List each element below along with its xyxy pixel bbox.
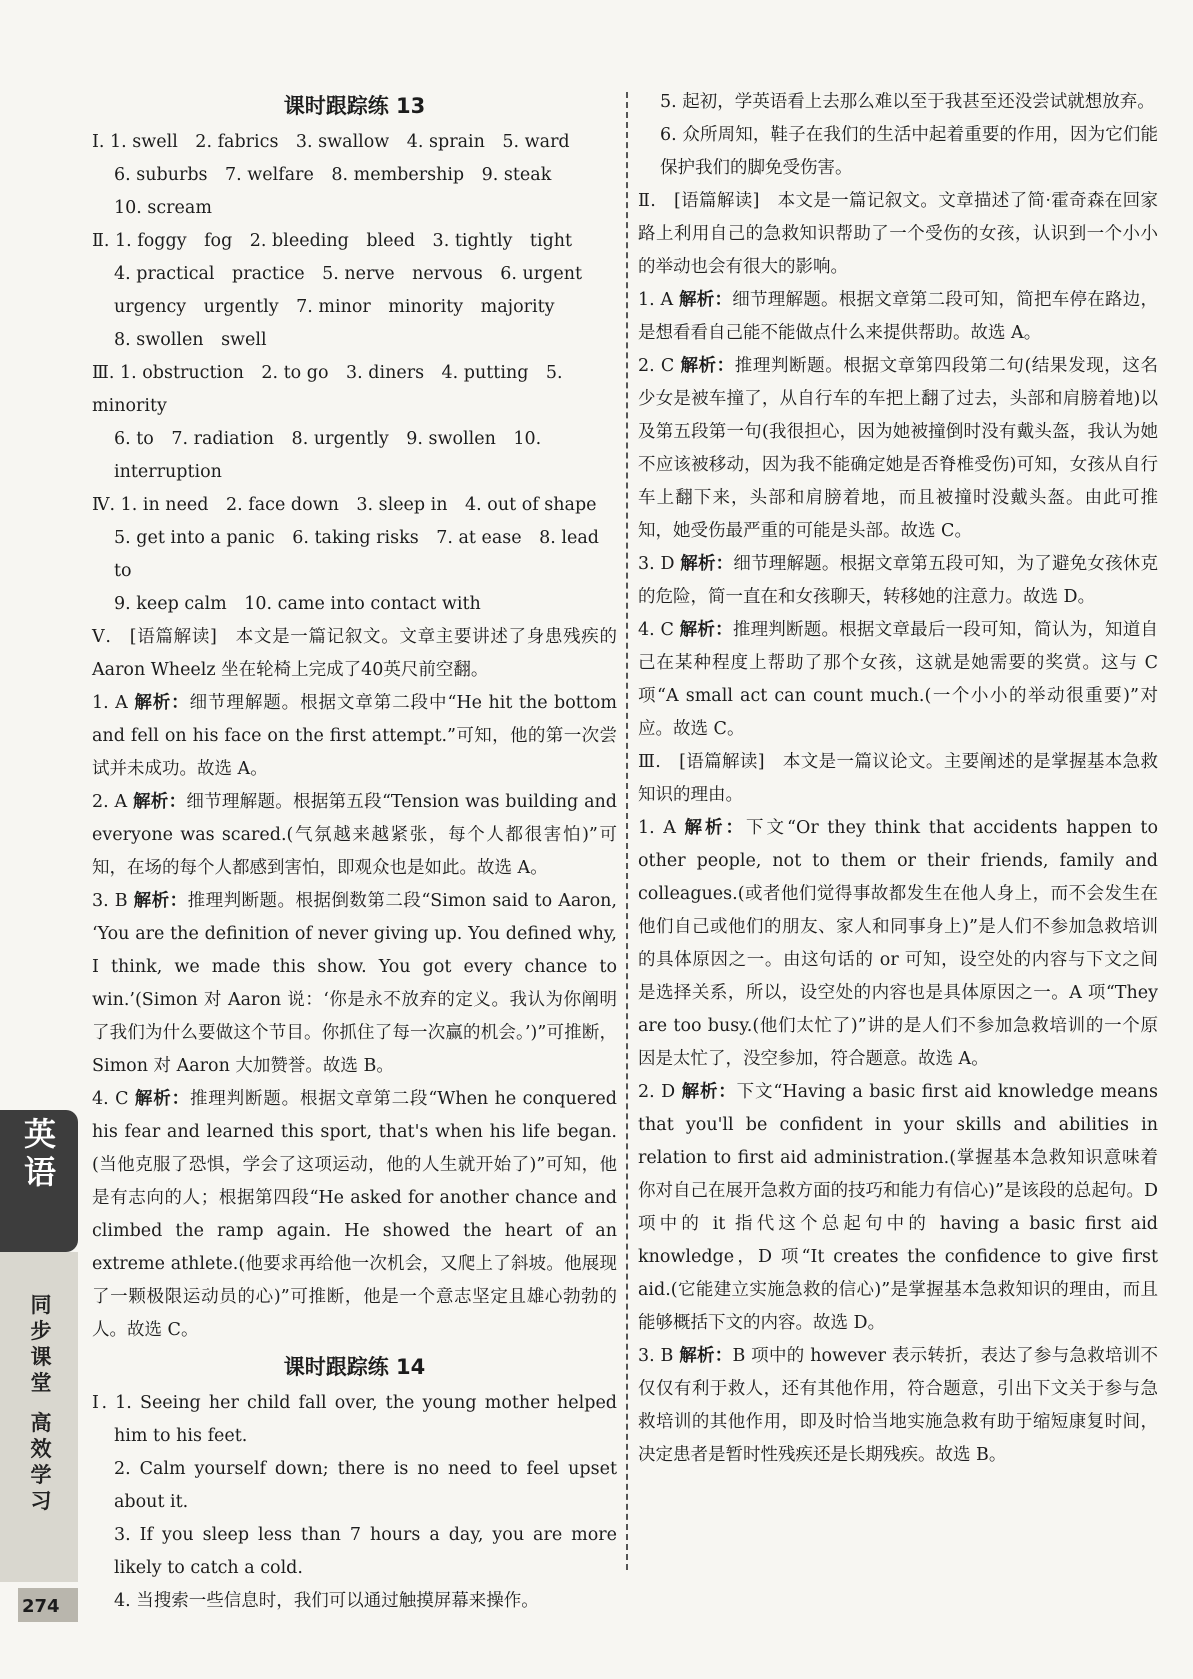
answer-line: 5. 起初，学英语看上去那么难以至于我甚至还没尝试就想放弃。: [660, 92, 1155, 112]
explanation-text: 推理判断题。根据文章第二段“When he conquered his fear and learned this sport, that's when his life began.(当他克服了恐惧，学会了这项运动，他的人生就开始了)”可知，他是有志向的人；根据第四段“He asked for another chance and climbed the ramp again. He showed the heart of an extreme athlete.(他要求再给他一次机会，又爬上了斜坡。他展现了一颗极限运动员的心)”可推断，他是一个意志坚定且雄心勃勃的人。故选 C。: [92, 1089, 617, 1340]
answer-line: Ⅰ. 1. Seeing her child fall over, the young mother helped him to his feet.: [92, 1393, 617, 1446]
series-gap: [28, 1396, 54, 1410]
analysis-label: 解析：: [684, 818, 747, 838]
analysis-label: 解析：: [134, 693, 190, 713]
explanation-text: 细节理解题。根据第五段“Tension was building and everyone was scared.(气氛越来越紧张，每个人都很害怕)”可知，在场的每个人都感到害怕，即观众也是如此。故选 A。: [92, 792, 617, 878]
passage-intro: Ⅱ. [语篇解读] 本文是一篇记叙文。文章描述了简·霍奇森在回家路上利用自己的急救知识帮助了一个受伤的女孩，认识到一个小小的举动也会有很大的影响。: [638, 191, 1158, 277]
answer-number: 2. A: [92, 792, 128, 812]
series-char: 习: [30, 1489, 52, 1513]
series-char: 堂: [30, 1371, 52, 1395]
analysis-label: 解析：: [680, 356, 735, 376]
explanation-text: 推理判断题。根据文章最后一段可知，简认为，知道自己在某种程度上帮助了那个女孩，这就是她需要的奖赏。这与 C 项“A small act can count much.(一个小小的举动很重要)”对应。故选 C。: [638, 620, 1158, 739]
series-label: [28, 1292, 54, 1514]
explanation-item: [92, 687, 617, 786]
analysis-label: 解析：: [679, 1346, 733, 1366]
explanation-item: [638, 1340, 1158, 1472]
analysis-label: 解析：: [133, 891, 188, 911]
explanation-text: 细节理解题。根据文章第二段中“He hit the bottom and fell on his face on the first attempt.”可知，他的第一次尝试并未成功。故选 A。: [92, 693, 617, 779]
section-heading-14: 课时跟踪练 14: [283, 1355, 426, 1379]
analysis-label: 解析：: [133, 792, 187, 812]
series-char: 学: [30, 1463, 52, 1487]
explanation-item: [638, 548, 1158, 614]
passage-intro: Ⅲ. [语篇解读] 本文是一篇议论文。主要阐述的是掌握基本急救知识的理由。: [638, 752, 1158, 805]
answer-line: 6. suburbs 7. welfare 8. membership 9. steak: [114, 165, 552, 185]
explanation-item: [92, 786, 617, 885]
answer-number: 1. A: [92, 693, 128, 713]
series-char: 课: [30, 1345, 52, 1369]
answer-line: 3. If you sleep less than 7 hours a day, you are more likely to catch a cold.: [114, 1525, 617, 1578]
answer-line: 2. Calm yourself down; there is no need to feel upset about it.: [114, 1459, 617, 1512]
explanation-text: 下文“Having a basic first aid knowledge means that you'll be confident in your skills and abilities in relation to first aid administration.(掌握基本急救知识意味着你对自己在展开急救方面的技巧和能力有信心)”是该段的总起句。D 项中的 it 指代这个总起句中的 having a basic first aid knowledge，D 项“It creates the confidence to give first aid.(它能建立实施急救的信心)”是掌握基本急救知识的理由，而且能够概括下文的内容。故选 D。: [638, 1082, 1158, 1333]
explanation-text: 推理判断题。根据倒数第二段“Simon said to Aaron, ‘You are the definition of never giving up. You defined why, I think, we made this show. You got every chance to win.’(Simon 对 Aaron 说：‘你是永不放弃的定义。我认为你阐明了我们为什么要做这个节目。你抓住了每一次赢的机会。’)”可推断，Simon 对 Aaron 大加赞誉。故选 B。: [92, 891, 617, 1076]
series-char: 同: [30, 1293, 52, 1317]
explanation-text: B 项中的 however 表示转折，表达了参与急救培训不仅仅有利于救人，还有其他作用，符合题意，引出下文关于参与急救培训的其他作用，即及时恰当地实施急救有助于缩短康复时间，决定患者是暂时性残疾还是长期残疾。故选 B。: [638, 1346, 1158, 1465]
explanation-text: 细节理解题。根据文章第五段可知，为了避免女孩休克的危险，简一直在和女孩聊天，转移她的注意力。故选 D。: [638, 554, 1158, 607]
left-column: [92, 86, 617, 1618]
answer-number: 1. A: [638, 290, 674, 310]
answer-line: Ⅰ. 1. swell 2. fabrics 3. swallow 4. sprain 5. ward: [92, 132, 570, 152]
column-divider: [626, 92, 628, 1570]
explanation-item: [638, 812, 1158, 1076]
answer-line: 6. to 7. radiation 8. urgently 9. swollen 10. interruption: [114, 429, 542, 482]
answer-line: 6. 众所周知，鞋子在我们的生活中起着重要的作用，因为它们能保护我们的脚免受伤害。: [660, 125, 1158, 178]
answer-line: Ⅲ. 1. obstruction 2. to go 3. diners 4. putting 5. minority: [92, 363, 563, 416]
series-char: 步: [30, 1319, 52, 1343]
analysis-label: 解析：: [680, 554, 734, 574]
page-number: 274: [22, 1596, 60, 1617]
answer-number: 4. C: [638, 620, 674, 640]
answer-line: 8. swollen swell: [114, 330, 267, 350]
answer-number: 1. A: [638, 818, 676, 838]
analysis-label: 解析：: [679, 620, 733, 640]
explanation-item: [638, 614, 1158, 746]
passage-intro: Ⅴ. [语篇解读] 本文是一篇记叙文。文章主要讲述了身患残疾的 Aaron Wheelz 坐在轮椅上完成了40英尺前空翻。: [92, 627, 617, 680]
analysis-label: 解析：: [134, 1089, 190, 1109]
answer-line: urgency urgently 7. minor minority majority: [114, 297, 555, 317]
series-char: 效: [30, 1437, 52, 1461]
analysis-label: 解析：: [678, 290, 733, 310]
explanation-item: [638, 1076, 1158, 1340]
explanation-text: 下文“Or they think that accidents happen to other people, not to them or their friends, family and colleagues.(或者他们觉得事故都发生在他人身上，而不会发生在他们自己或他们的朋友、家人和同事身上)”是人们不参加急救培训的具体原因之一。由这句话的 or 可知，设空处的内容与下文之间是选择关系，所以，设空处的内容也是具体原因之一。A 项“They are too busy.(他们太忙了)”讲的是人们不参加急救培训的一个原因是太忙了，没空参加，符合题意。故选 A。: [638, 818, 1158, 1069]
series-char: 高: [30, 1411, 52, 1435]
explanation-text: 推理判断题。根据文章第四段第二句(结果发现，这名少女是被车撞了，从自行车的车把上翻了过去，头部和肩膀着地)以及第五段第一句(我很担心，因为她被撞倒时没有戴头盔，我认为她不应该被移动，因为我不能确定她是否脊椎受伤)可知，女孩从自行车上翻下来，头部和肩膀着地，而且被撞时没戴头盔。由此可推知，她受伤最严重的可能是头部。故选 C。: [638, 356, 1159, 541]
answer-number: 3. B: [638, 1346, 674, 1366]
explanation-item: [92, 1083, 617, 1347]
answer-number: 2. C: [638, 356, 675, 376]
answer-line: 5. get into a panic 6. taking risks 7. at ease 8. lead to: [114, 528, 599, 581]
explanation-item: [638, 350, 1158, 548]
explanation-item: [638, 284, 1158, 350]
answer-number: 3. B: [92, 891, 128, 911]
subject-label: 英语: [23, 1115, 56, 1191]
answer-number: 4. C: [92, 1089, 129, 1109]
answer-line: 10. scream: [114, 198, 212, 218]
section-heading-13: 课时跟踪练 13: [283, 94, 426, 118]
answer-line: 9. keep calm 10. came into contact with: [114, 594, 481, 614]
explanation-text: 细节理解题。根据文章第二段可知，简把车停在路边，是想看看自己能不能做点什么来提供帮助。故选 A。: [638, 290, 1159, 343]
answer-line: Ⅳ. 1. in need 2. face down 3. sleep in 4. out of shape: [92, 495, 597, 515]
right-column: [638, 86, 1158, 1472]
analysis-label: 解析：: [681, 1082, 737, 1102]
explanation-item: [92, 885, 617, 1083]
answer-number: 2. D: [638, 1082, 676, 1102]
answer-line: 4. practical practice 5. nerve nervous 6. urgent: [114, 264, 583, 284]
answer-line: 4. 当搜索一些信息时，我们可以通过触摸屏幕来操作。: [114, 1591, 539, 1611]
answer-number: 3. D: [638, 554, 675, 574]
answer-line: Ⅱ. 1. foggy fog 2. bleeding bleed 3. tightly tight: [92, 231, 573, 251]
